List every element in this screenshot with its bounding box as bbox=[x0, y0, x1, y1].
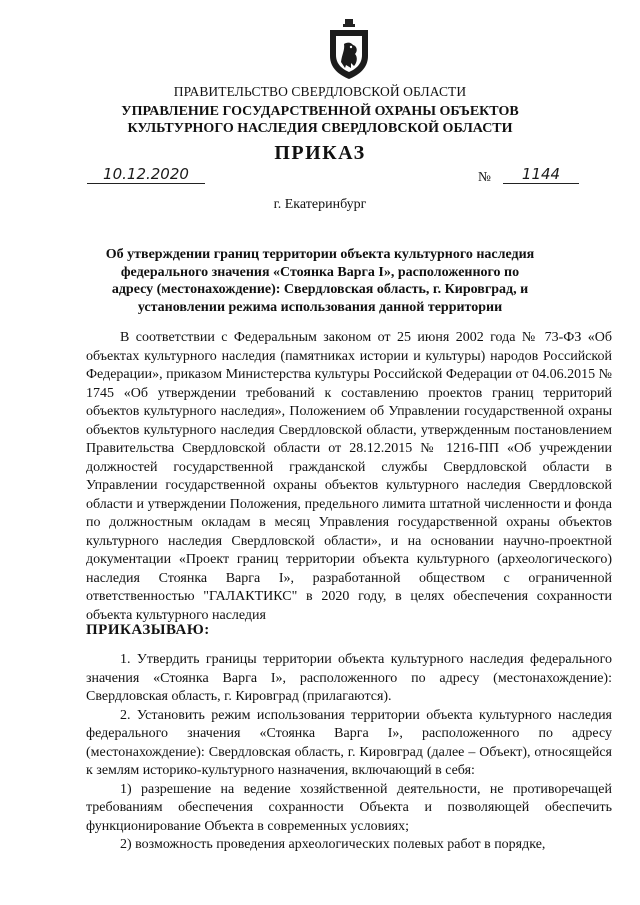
document-subject: Об утверждении границ территории объекта культурного наследия федерального значения «Стоянка Варга I», расположенного по адресу (местонахождение): Свердловская область, г. Кировград, и установлении режима использования данной территории bbox=[105, 247, 535, 315]
order-subitem-1: 1) разрешение на ведение хозяйственной деятельности, не противоречащей требованиям обеспечения сохранности Объекта и позволяющей обеспечить функционирование Объекта в современных условиях; bbox=[86, 781, 612, 834]
order-items bbox=[86, 651, 612, 855]
city-line: г. Екатеринбург bbox=[273, 197, 367, 212]
government-name: ПРАВИТЕЛЬСТВО СВЕРДЛОВСКОЙ ОБЛАСТИ bbox=[173, 84, 467, 99]
preamble-paragraph: В соответствии с Федеральным законом от 25 июня 2002 года № 73-ФЗ «Об объектах культурного наследия (памятниках истории и культуры) народов Российской Федерации», приказом Министерства культуры Российской Федерации от 04.06.2015 № 1745 «Об утверждении требований к составлению проектов границ территорий объектов культурного наследия», Положением об Управлении государственной охраны объектов культурного наследия Свердловской области, утвержденным постановлением Правительства Свердловской области от 28.12.2015 № 1216-ПП «Об учреждении должностей государственной гражданской службы Свердловской области в Управлении государственной охраны объектов культурного наследия Свердловской области и утверждении Положения, предельного лимита штатной численности и фонда по должностным окладам в месяц Управления государственной охраны объектов культурного наследия Свердловской области», и на основании научно-проектной документации «Проект границ территории объекта культурного (археологического) наследия Стоянка Варга I», разработанной обществом с ограниченной ответственностью "ГАЛАКТИКС" в 2020 году, в целях обеспечения сохранности объекта культурного наследия bbox=[86, 330, 612, 623]
number-label: № bbox=[478, 169, 491, 184]
document-type-title: ПРИКАЗ bbox=[274, 142, 366, 164]
coat-of-arms-icon bbox=[327, 18, 371, 80]
document-number: 1144 bbox=[503, 165, 579, 184]
order-subitem-2: 2) возможность проведения археологических полевых работ в порядке, bbox=[120, 837, 546, 852]
department-name: УПРАВЛЕНИЕ ГОСУДАРСТВЕННОЙ ОХРАНЫ ОБЪЕКТОВ КУЛЬТУРНОГО НАСЛЕДИЯ СВЕРДЛОВСКОЙ ОБЛАСТИ bbox=[121, 104, 519, 136]
document-date: 10.12.2020 bbox=[87, 165, 205, 184]
preamble-block bbox=[86, 329, 612, 625]
order-item-1: 1. Утвердить границы территории объекта культурного наследия федерального значения «Стоянка Варга I», расположенного по адресу (местонахождение): Свердловская область, г. Кировград (прилагаются). bbox=[86, 652, 612, 704]
order-item-2: 2. Установить режим использования территории объекта культурного наследия федерального значения «Стоянка Варга I», расположенного по адресу (местонахождение): Свердловская область, г. Кировград (далее – Объект), относящейся к землям историко-культурного назначения, включающий в себя: bbox=[86, 707, 612, 778]
order-word: ПРИКАЗЫВАЮ: bbox=[86, 622, 210, 638]
